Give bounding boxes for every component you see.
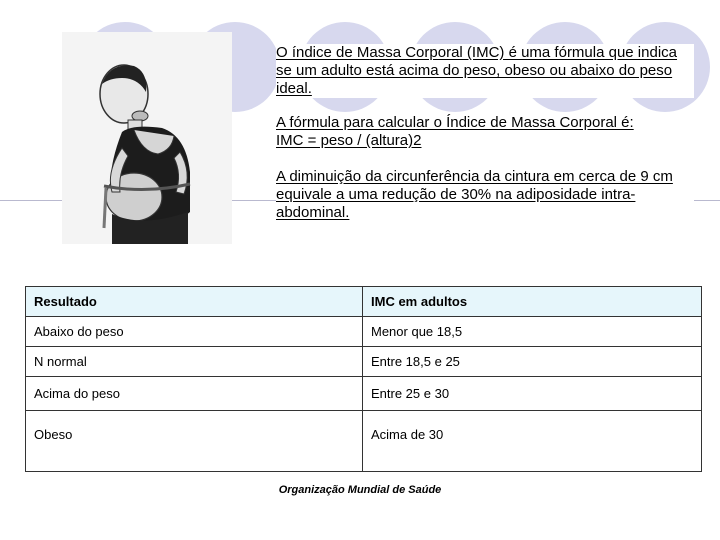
text-block	[276, 44, 694, 238]
table-cell: Entre 25 e 30	[363, 377, 702, 411]
header-imc-adultos: IMC em adultos	[363, 287, 702, 317]
table-cell: Entre 18,5 e 25	[363, 347, 702, 377]
table-row	[26, 347, 702, 377]
imc-definition-paragraph: O índice de Massa Corporal (IMC) é uma fórmula que indica se um adulto está acima do peso, obeso ou abaixo do peso ideal.	[276, 44, 694, 98]
table-cell: Obeso	[26, 411, 363, 472]
table-row	[26, 411, 702, 472]
formula-intro: A fórmula para calcular o Índice de Massa Corporal é:	[276, 114, 634, 131]
table-cell: Menor que 18,5	[363, 317, 702, 347]
waist-measuring-illustration	[62, 32, 232, 244]
table-row	[26, 377, 702, 411]
waist-reduction-paragraph: A diminuição da circunferência da cintura em cerca de 9 cm equivale a uma redução de 30% na adiposidade intra-abdominal.	[276, 168, 694, 222]
imc-formula-paragraph	[276, 114, 694, 150]
source-caption: Organização Mundial de Saúde	[278, 484, 442, 496]
formula-expression: IMC = peso / (altura)2	[276, 132, 422, 149]
imc-table	[25, 286, 702, 472]
header-resultado: Resultado	[26, 287, 363, 317]
table-cell: N normal	[26, 347, 363, 377]
table-cell: Acima do peso	[26, 377, 363, 411]
table-row	[26, 317, 702, 347]
table-header-row	[26, 287, 702, 317]
table-cell: Abaixo do peso	[26, 317, 363, 347]
man-measuring-waist-image	[62, 32, 232, 244]
table-cell: Acima de 30	[363, 411, 702, 472]
